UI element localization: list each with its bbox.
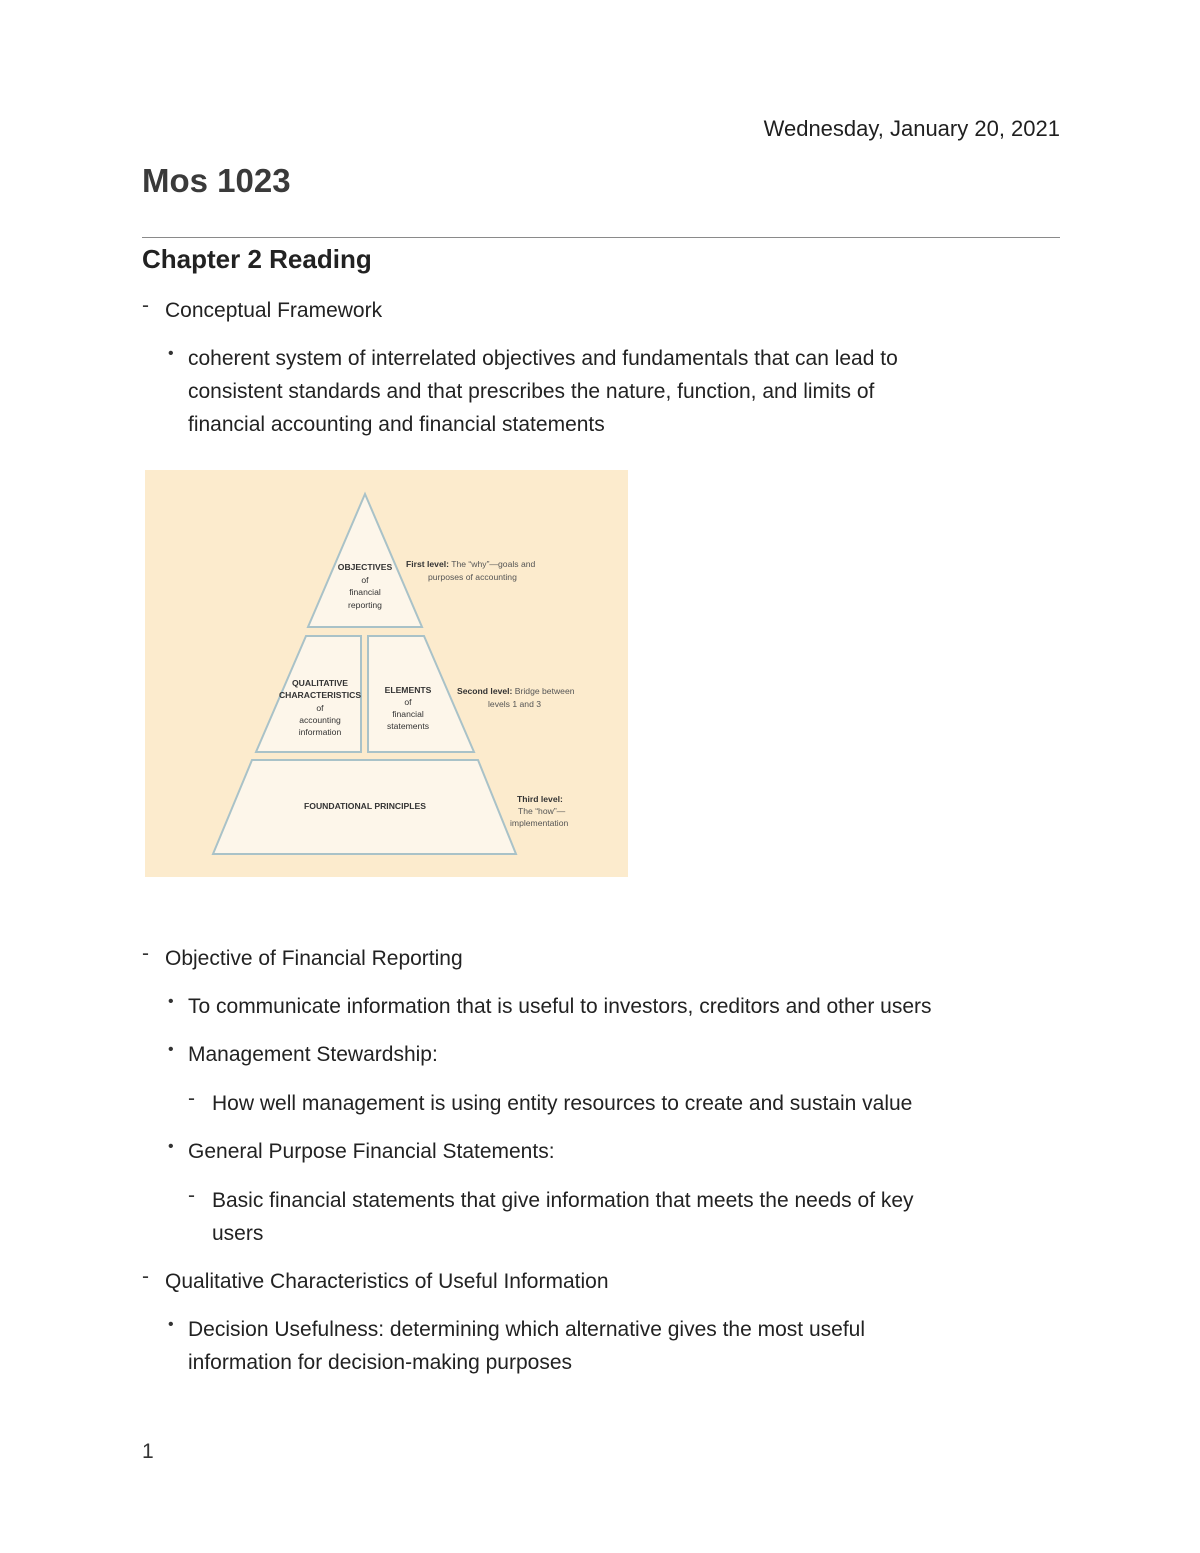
bullet-marker: • bbox=[168, 1138, 174, 1155]
conceptual-framework-diagram bbox=[145, 470, 628, 877]
list-item-objective: Objective of Financial Reporting bbox=[165, 947, 463, 970]
mid-right-label-4: statements bbox=[386, 721, 430, 731]
list-item-conceptual-framework: Conceptual Framework bbox=[165, 299, 383, 322]
mid-right-label-3: financial bbox=[392, 709, 424, 719]
dash-marker: - bbox=[142, 294, 149, 317]
list-item-decision-usefulness: information for decision-making purposes bbox=[188, 1351, 573, 1374]
bullet-marker: • bbox=[168, 345, 174, 362]
mid-left-label-5: information bbox=[298, 727, 342, 737]
mid-right-label-2: of bbox=[404, 697, 412, 707]
dash-marker: - bbox=[142, 1265, 149, 1288]
list-item-gpfs-detail: users bbox=[212, 1222, 264, 1245]
top-label-1: OBJECTIVES bbox=[337, 562, 393, 572]
top-label-4: reporting bbox=[348, 600, 382, 610]
third-level-note-3: implementation bbox=[510, 818, 569, 828]
definition-line: coherent system of interrelated objectives and fundamentals that can lead to bbox=[188, 347, 898, 370]
list-item-gpfs-detail: Basic financial statements that give information that meets the needs of key bbox=[212, 1189, 914, 1212]
second-level-note-2: levels 1 and 3 bbox=[488, 699, 542, 709]
mid-left-label-3: of bbox=[316, 703, 324, 713]
title-divider bbox=[142, 237, 1060, 238]
bullet-marker: • bbox=[168, 1041, 174, 1058]
mid-left-label-4: accounting bbox=[299, 715, 341, 725]
top-label-3: financial bbox=[349, 587, 381, 597]
third-level-note-2: The “how”— bbox=[518, 806, 566, 816]
list-item-stewardship-detail: How well management is using entity resources to create and sustain value bbox=[212, 1092, 913, 1115]
dash-marker: - bbox=[188, 1184, 195, 1207]
date-line: Wednesday, January 20, 2021 bbox=[763, 116, 1060, 141]
mid-right-label-1: ELEMENTS bbox=[384, 685, 432, 695]
list-item-gpfs: General Purpose Financial Statements: bbox=[188, 1140, 555, 1163]
bullet-marker: • bbox=[168, 993, 174, 1010]
bottom-label: FOUNDATIONAL PRINCIPLES bbox=[304, 801, 426, 811]
third-level-note: Third level: bbox=[517, 794, 563, 804]
definition-line: consistent standards and that prescribes the nature, function, and limits of bbox=[188, 380, 875, 403]
list-item-qualitative: Qualitative Characteristics of Useful Information bbox=[165, 1270, 609, 1293]
list-item-stewardship: Management Stewardship: bbox=[188, 1043, 438, 1066]
definition-line: financial accounting and financial statements bbox=[188, 413, 605, 436]
page-number: 1 bbox=[142, 1440, 154, 1463]
second-level-note: Second level: Bridge between bbox=[457, 686, 575, 696]
list-item-communicate: To communicate information that is useful to investors, creditors and other users bbox=[188, 995, 932, 1018]
top-label-2: of bbox=[361, 575, 369, 585]
bullet-marker: • bbox=[168, 1316, 174, 1333]
dash-marker: - bbox=[142, 942, 149, 965]
first-level-note-2: purposes of accounting bbox=[428, 572, 517, 582]
page-title: Mos 1023 bbox=[142, 162, 291, 199]
mid-left-label-2: CHARACTERISTICS bbox=[278, 690, 362, 700]
first-level-note: First level: The “why”—goals and bbox=[406, 559, 536, 569]
section-heading: Chapter 2 Reading bbox=[142, 244, 372, 274]
dash-marker: - bbox=[188, 1087, 195, 1110]
list-item-decision-usefulness: Decision Usefulness: determining which alternative gives the most useful bbox=[188, 1318, 865, 1341]
mid-left-label-1: QUALITATIVE bbox=[291, 678, 349, 688]
